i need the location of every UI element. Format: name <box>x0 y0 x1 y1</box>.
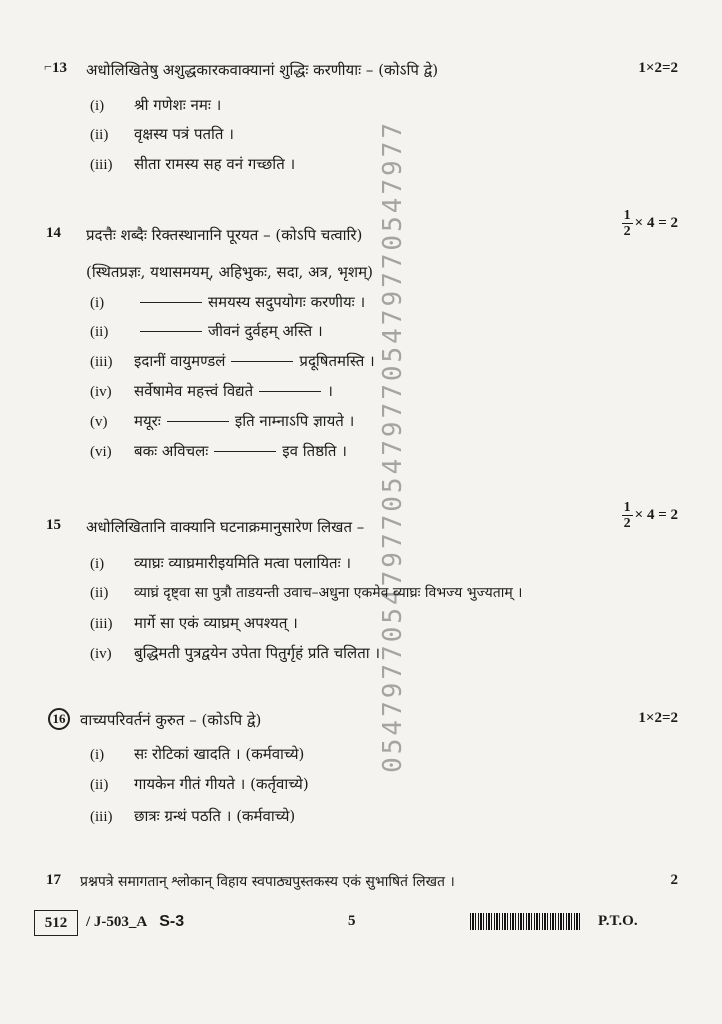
q14-marks: $\frac{1}{2}$ × 4 = 2 <box>623 208 678 239</box>
q16-item: (i) सः रोटिकां खादति । (कर्मवाच्ये) <box>90 745 305 763</box>
q16-text: वाच्यपरिवर्तनं कुरुत – (कोऽपि द्वे) <box>80 711 262 729</box>
q15-item: (i) व्याघ्रः व्याघ्रमारीइयमिति मत्वा पलायितः । <box>90 554 352 572</box>
fill-blank <box>140 331 202 332</box>
q13-item: (i) श्री गणेशः नमः । <box>90 96 222 114</box>
fill-blank <box>140 302 202 303</box>
q17-text: प्रश्नपत्रे समागतान् श्लोकान् विहाय स्वपाठ्यपुस्तकस्य एकं सुभाषितं लिखत । <box>80 874 455 890</box>
fill-blank <box>259 391 321 392</box>
q13-item: (iii) सीता रामस्य सह वनं गच्छति । <box>90 155 296 173</box>
q14-item: (vi) बकः अविचलः इव तिष्ठति । <box>90 442 347 460</box>
pto-label: P.T.O. <box>598 913 638 929</box>
q16-item: (iii) छात्रः ग्रन्थं पठति । (कर्मवाच्ये) <box>90 807 296 825</box>
margin-tick: ⌐ <box>44 60 52 75</box>
q13-number: 13 <box>52 60 67 76</box>
q13-text: अधोलिखितेषु अशुद्धकारकवाक्यानां शुद्धिः करणीयाः – (कोऽपि द्वे) <box>86 61 439 79</box>
q16-number: 16 <box>48 708 70 730</box>
barcode-image <box>470 913 582 930</box>
watermark-serial: 05479770547977054797705479770547977 <box>378 120 408 773</box>
q16-item: (ii) गायकेन गीतं गीयते । (कर्तृवाच्ये) <box>90 775 309 793</box>
q16-marks: 1×2=2 <box>638 710 678 726</box>
paper-code: / J-503_A S-3 <box>86 913 185 930</box>
q17-number: 17 <box>46 872 61 888</box>
q15-text: अधोलिखितानि वाक्यानि घटनाक्रमानुसारेण लिखत – <box>86 518 365 536</box>
fill-blank <box>231 361 293 362</box>
fill-blank <box>167 421 229 422</box>
q15-marks: $\frac{1}{2}$ × 4 = 2 <box>623 500 678 531</box>
q15-item: (iii) मार्गे सा एकं व्याघ्रम् अपश्यत् । <box>90 614 298 632</box>
q15-item: (ii) व्याघ्रं दृष्ट्वा सा पुत्रौ ताडयन्ती उवाच–अधुना एकमेव व्याघ्रः विभज्य भुज्यताम् । <box>90 585 523 601</box>
q14-options: (स्थितप्रज्ञः, यथासमयम्, अहिभुकः, सदा, अत्र, भृशम्) <box>86 263 373 281</box>
q14-item: (v) मयूरः इति नाम्नाऽपि ज्ञायते । <box>90 412 355 430</box>
paper-code-box: 512 <box>34 910 78 936</box>
fill-blank <box>214 451 276 452</box>
page-number: 5 <box>348 913 356 929</box>
q14-text: प्रदत्तैः शब्दैः रिक्तस्थानानि पूरयत – (कोऽपि चत्वारि) <box>86 226 363 244</box>
q15-item: (iv) बुद्धिमती पुत्रद्वयेन उपेता पितुर्गृहं प्रति चलिता । <box>90 644 381 662</box>
q14-item: (i) समयस्य सदुपयोगः करणीयः । <box>90 293 366 311</box>
q14-item: (iv) सर्वेषामेव महत्त्वं विद्यते । <box>90 382 333 400</box>
q14-number: 14 <box>46 225 61 241</box>
q13-marks: 1×2=2 <box>638 60 678 76</box>
q15-number: 15 <box>46 517 61 533</box>
q14-item: (ii) जीवनं दुर्वहम् अस्ति । <box>90 322 323 340</box>
q14-item: (iii) इदानीं वायुमण्डलं प्रदूषितमस्ति । <box>90 352 375 370</box>
q13-item: (ii) वृक्षस्य पत्रं पतति । <box>90 125 234 143</box>
q17-marks: 2 <box>670 872 678 888</box>
